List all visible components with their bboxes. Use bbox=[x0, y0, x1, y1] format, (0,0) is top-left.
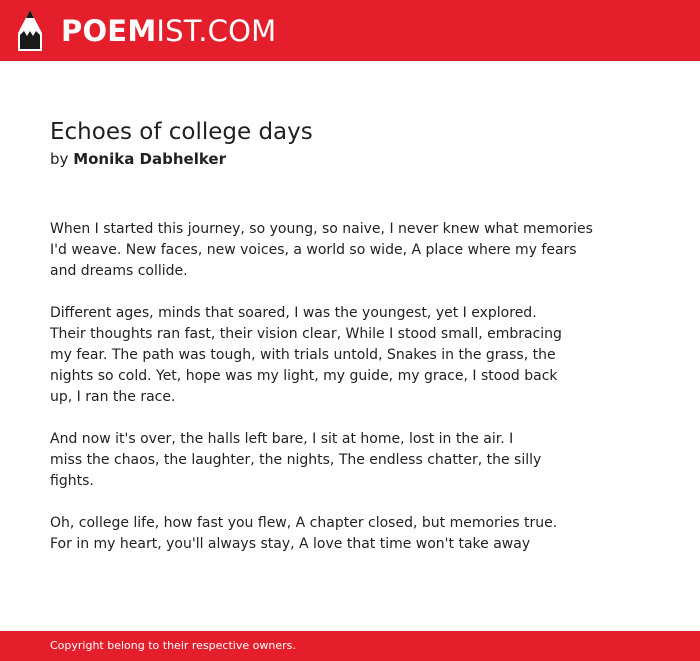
poem-line: Their thoughts ran fast, their vision clear, While I stood small, embracing bbox=[50, 326, 562, 342]
poem-line: fights. bbox=[50, 473, 94, 489]
site-brand bbox=[61, 9, 276, 53]
poem-line: When I started this journey, so young, so naive, I never knew what memories bbox=[50, 221, 593, 237]
poem-line: I'd weave. New faces, new voices, a world so wide, A place where my fears bbox=[50, 242, 577, 258]
site-header bbox=[0, 0, 700, 61]
poem-byline bbox=[50, 148, 226, 170]
poem-stanza bbox=[50, 429, 590, 492]
poem-stanza bbox=[50, 513, 590, 555]
poem-stanza bbox=[50, 303, 590, 408]
poem-line: miss the chaos, the laughter, the nights, The endless chatter, the silly bbox=[50, 452, 542, 468]
poem-line: Oh, college life, how fast you flew, A chapter closed, but memories true. bbox=[50, 515, 558, 531]
poem-line: And now it's over, the halls left bare, I sit at home, lost in the air. I bbox=[50, 431, 514, 447]
poem-line: For in my heart, you'll always stay, A love that time won't take away bbox=[50, 536, 531, 552]
pencil-icon bbox=[17, 9, 43, 53]
brand-light-text: IST.COM bbox=[156, 14, 277, 48]
brand-bold-text: POEM bbox=[61, 14, 157, 48]
site-footer bbox=[0, 631, 700, 661]
site-logo-link[interactable] bbox=[17, 9, 276, 53]
poem-line: nights so cold. Yet, hope was my light, my guide, my grace, I stood back bbox=[50, 368, 558, 384]
poem-line: and dreams collide. bbox=[50, 263, 188, 279]
poem-line: up, I ran the race. bbox=[50, 389, 176, 405]
poem-body bbox=[50, 219, 593, 576]
poem-author: Monika Dabhelker bbox=[73, 150, 227, 168]
poem-line: my fear. The path was tough, with trials untold, Snakes in the grass, the bbox=[50, 347, 556, 363]
poem-stanza bbox=[50, 219, 593, 282]
by-label: by bbox=[50, 150, 69, 168]
poem-line: Different ages, minds that soared, I was the youngest, yet I explored. bbox=[50, 305, 537, 321]
copyright-notice: Copyright belong to their respective owners. bbox=[50, 639, 296, 652]
poem-title: Echoes of college days bbox=[50, 119, 313, 145]
